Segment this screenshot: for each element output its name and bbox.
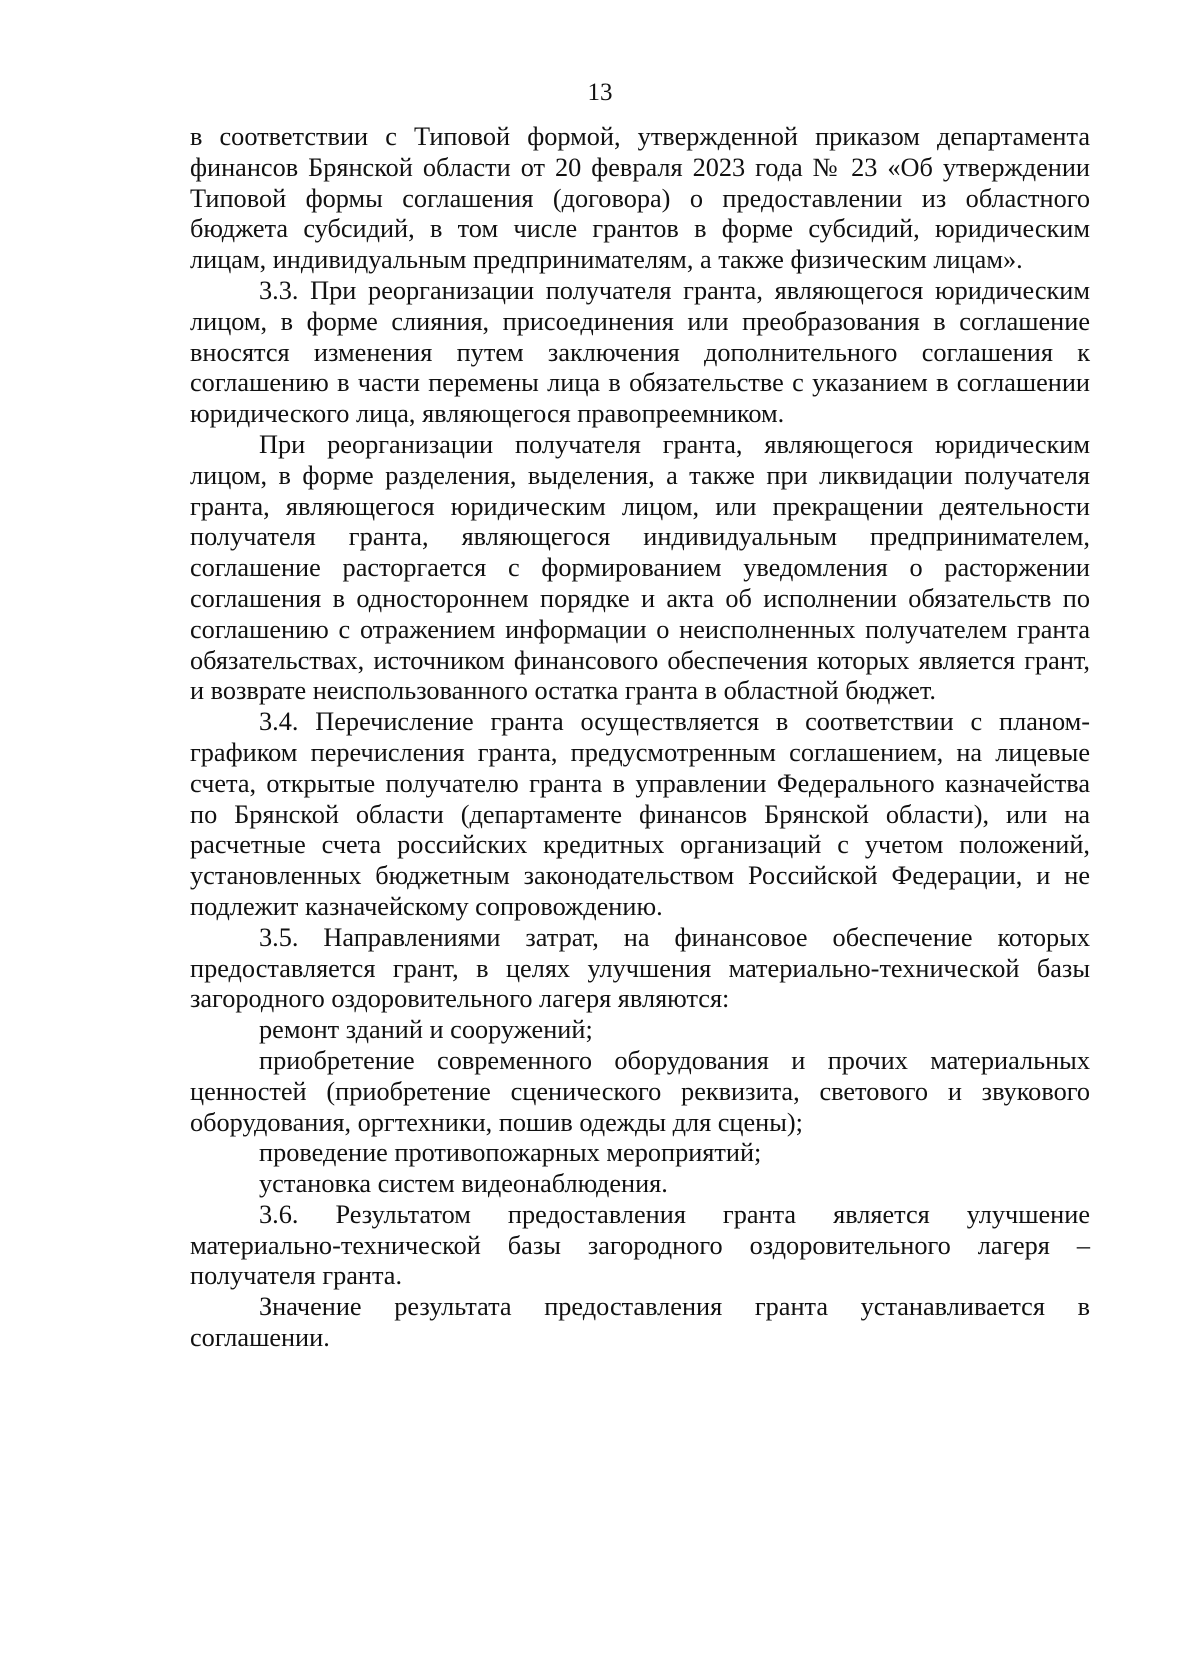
paragraph-text: 3.5. Направлениями затрат, на финансовое обеспечение которых предоставляется грант, в целях улучшения материально-технической базы загородного оздоровительного лагеря являются: xyxy=(190,922,1090,1014)
paragraph-text: ремонт зданий и сооружений; xyxy=(259,1015,593,1045)
paragraph-text: При реорганизации получателя гранта, являющегося юридическим лицом, в форме разделения, выделения, а также при ликвидации получателя гранта, являющегося юридическим лицом, или прекращении деятельности получателя гранта, являющегося индивидуальным предпринимателем, соглашение расторгается с формированием уведомления о расторжении соглашения в одностороннем порядке и акта об исполнении обязательств по соглашению с отражением информации о неисполненных получателем гранта обязательствах, источником финансового обеспечения которых является грант, и возврате неиспользованного остатка гранта в областной бюджет. xyxy=(190,429,1090,706)
paragraph-text: Значение результата предоставления гранта устанавливается в соглашении. xyxy=(190,1292,1090,1353)
page-number: 13 xyxy=(587,79,613,106)
list-item-equipment xyxy=(190,1046,1090,1138)
paragraph-3-6-continued xyxy=(190,1292,1090,1354)
document-body xyxy=(190,122,1090,1354)
paragraph-3-6 xyxy=(190,1200,1090,1292)
paragraph-text: проведение противопожарных мероприятий; xyxy=(259,1138,762,1168)
paragraph-3-3-continued xyxy=(190,430,1090,707)
paragraph-text: 3.6. Результатом предоставления гранта является улучшение материально-технической базы загородного оздоровительного лагеря – получателя гранта. xyxy=(190,1199,1090,1291)
paragraph-3-5 xyxy=(190,923,1090,1015)
paragraph-3-3 xyxy=(190,276,1090,430)
paragraph-3-4 xyxy=(190,707,1090,923)
list-item-repair xyxy=(190,1015,1090,1046)
paragraph-text: 3.3. При реорганизации получателя гранта, являющегося юридическим лицом, в форме слияния, присоединения или преобразования в соглашение вносятся изменения путем заключения дополнительного соглашения к соглашению в части перемены лица в обязательстве с указанием в соглашении юридического лица, являющегося правопреемником. xyxy=(190,275,1090,429)
paragraph-text: установка систем видеонаблюдения. xyxy=(259,1169,668,1199)
paragraph-intro xyxy=(190,122,1090,276)
paragraph-text: приобретение современного оборудования и прочих материальных ценностей (приобретение сценического реквизита, светового и звукового оборудования, оргтехники, пошив одежды для сцены); xyxy=(190,1045,1090,1137)
paragraph-text: в соответствии с Типовой формой, утвержденной приказом департамента финансов Брянской области от 20 февраля 2023 года № 23 «Об утверждении Типовой формы соглашения (договора) о предоставлении из областного бюджета субсидий, в том числе грантов в форме субсидий, юридическим лицам, индивидуальным предпринимателям, а также физическим лицам». xyxy=(190,122,1090,275)
paragraph-text: 3.4. Перечисление гранта осуществляется в соответствии с планом-графиком перечисления гранта, предусмотренным соглашением, на лицевые счета, открытые получателю гранта в управлении Федерального казначейства по Брянской области (департаменте финансов Брянской области), или на расчетные счета российских кредитных организаций с учетом положений, установленных бюджетным законодательством Российской Федерации, и не подлежит казначейскому сопровождению. xyxy=(190,707,1090,921)
list-item-fire-safety xyxy=(190,1138,1090,1169)
list-item-video-surveillance xyxy=(190,1169,1090,1200)
